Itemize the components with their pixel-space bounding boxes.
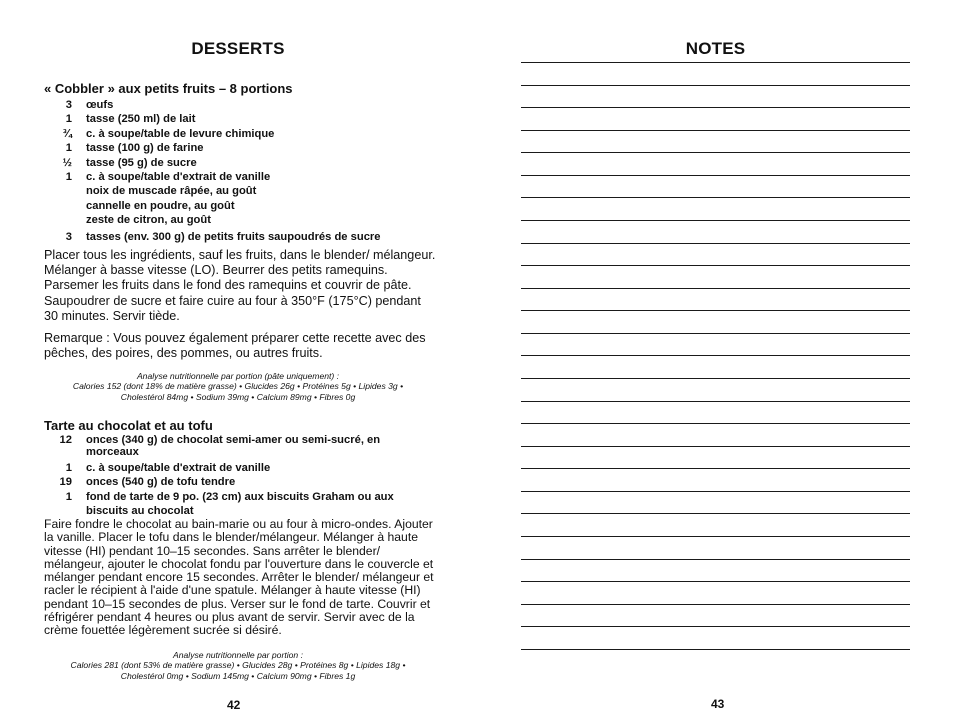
ingredient-qty xyxy=(44,199,72,213)
ingredient-qty: 1 xyxy=(65,490,72,503)
note-line xyxy=(521,288,910,289)
ingredient-row xyxy=(44,127,436,141)
recipe-instructions-cobbler: Placer tous les ingrédients, sauf les fruits, dans le blender/ mélangeur. Mélanger à basse vitesse (LO). Beurrer des petits ramequins. Parsemer les fruits dans le fond des ramequins et couvrir de pâte. Saupoudrer de sucre et faire cuire au four à 350°F (175°C) pendant 30 minutes. Servir tiède. xyxy=(44,248,436,323)
ingredient-list-cobbler xyxy=(44,98,436,244)
ingredient-text: c. à soupe/table d'extrait de vanille xyxy=(86,171,271,184)
note-line xyxy=(521,220,910,221)
ingredient-text: onces (540 g) de tofu tendre xyxy=(86,476,236,489)
ingredient-qty: 1 xyxy=(65,142,72,155)
note-line xyxy=(521,513,910,514)
ingredient-qty xyxy=(44,213,72,227)
ingredient-row xyxy=(44,475,436,489)
ingredient-qty: 1 xyxy=(65,113,72,126)
note-line xyxy=(521,243,910,244)
ingredient-qty xyxy=(44,184,72,198)
nutrition-title-tofu-tart: Analyse nutritionnelle par portion : xyxy=(173,650,303,660)
note-line xyxy=(521,491,910,492)
ingredient-text: tasse (100 g) de farine xyxy=(86,142,204,155)
ingredient-row xyxy=(44,98,436,112)
page-title-notes: NOTES xyxy=(685,39,746,58)
recipe-instructions-tofu-tart: Faire fondre le chocolat au bain-marie ou au four à micro-ondes. Ajouter la vanille. Placer le tofu dans le blender/mélangeur. Mélanger à haute vitesse (HI) pendant 10–15 secondes. Sans arrêter le blender/ mélangeur, ajouter le chocolat fondu par l'ouverture dans le couvercle et mélanger pendant encore 15 secondes. Arrêter le blender/ mélangeur et racler le récipient à l'aide d'une spatule. Mélanger à haute vitesse (HI) pendant 10–15 secondes de plus. Verser sur le fond de tarte. Couvrir et réfrigérer pendant 4 heures ou plus avant de servir. Servir avec de la crème fouettée légèrement sucrée si désiré. xyxy=(44,517,434,638)
ingredient-qty: 12 xyxy=(59,434,72,446)
ingredient-qty: ½ xyxy=(62,156,72,169)
ingredient-row xyxy=(44,184,436,198)
ingredient-row xyxy=(44,461,436,475)
nutrition-line-tofu-tart-2: Cholestérol 0mg • Sodium 145mg • Calcium 90mg • Fibres 1g xyxy=(120,671,356,681)
ingredient-qty: ¾ xyxy=(62,127,72,140)
note-line xyxy=(521,536,910,537)
ingredient-qty: 19 xyxy=(59,476,72,489)
nutrition-line-tofu-tart-1: Calories 281 (dont 53% de matière grasse) • Glucides 28g • Protéines 8g • Lipides 18g • xyxy=(70,660,406,670)
note-line xyxy=(521,175,910,176)
ingredient-text: tasses (env. 300 g) de petits fruits saupoudrés de sucre xyxy=(86,230,381,243)
note-line xyxy=(521,130,910,131)
ingredient-qty: 3 xyxy=(65,99,72,111)
note-line xyxy=(521,401,910,402)
note-line xyxy=(521,604,910,605)
note-line xyxy=(521,468,910,469)
note-line xyxy=(521,107,910,108)
ingredient-row xyxy=(44,141,436,155)
recipe-title-cobbler: « Cobbler » aux petits fruits – 8 portions xyxy=(44,81,293,96)
note-line xyxy=(521,446,910,447)
note-line xyxy=(521,333,910,334)
ingredient-row xyxy=(44,435,436,458)
recipe-title-tofu-tart: Tarte au chocolat et au tofu xyxy=(44,418,213,433)
ingredient-row xyxy=(44,199,436,213)
note-line xyxy=(521,355,910,356)
ingredient-text: cannelle en poudre, au goût xyxy=(86,199,235,212)
nutrition-line-cobbler-2: Cholestérol 84mg • Sodium 39mg • Calcium 89mg • Fibres 0g xyxy=(120,392,356,402)
page-number-right: 43 xyxy=(711,697,725,711)
note-line xyxy=(521,559,910,560)
ingredient-text: zeste de citron, au goût xyxy=(86,214,211,227)
nutrition-line-cobbler-1: Calories 152 (dont 18% de matière grasse) • Glucides 26g • Protéines 5g • Lipides 3g • xyxy=(72,381,404,391)
notes-lines xyxy=(521,0,910,726)
note-line xyxy=(521,310,910,311)
ingredient-qty: 1 xyxy=(65,171,72,184)
ingredient-text: œufs xyxy=(86,99,114,111)
ingredient-text: fond de tarte de 9 po. (23 cm) aux biscuits Graham ou aux biscuits au chocolat xyxy=(86,490,394,518)
note-line xyxy=(521,423,910,424)
note-line xyxy=(521,85,910,86)
note-line xyxy=(521,581,910,582)
ingredient-row xyxy=(44,213,436,227)
note-line xyxy=(521,197,910,198)
ingredient-row xyxy=(44,490,436,519)
ingredient-text: noix de muscade râpée, au goût xyxy=(86,185,257,198)
ingredient-text: c. à soupe/table d'extrait de vanille xyxy=(86,462,271,474)
ingredient-row xyxy=(44,112,436,126)
page-title-desserts: DESSERTS xyxy=(191,39,285,58)
note-line xyxy=(521,378,910,379)
ingredient-text: c. à soupe/table de levure chimique xyxy=(86,127,275,140)
recipe-remark: Remarque : Vous pouvez également préparer cette recette avec des pêches, des poires, des pommes, ou autres fruits. xyxy=(44,331,426,361)
note-line xyxy=(521,152,910,153)
ingredient-text: tasse (95 g) de sucre xyxy=(86,156,197,169)
page-number-left: 42 xyxy=(227,698,241,712)
ingredient-row xyxy=(44,170,436,184)
ingredient-qty: 1 xyxy=(65,462,72,474)
ingredient-text: tasse (250 ml) de lait xyxy=(86,113,196,126)
note-line xyxy=(521,649,910,650)
ingredient-row xyxy=(44,156,436,170)
note-line xyxy=(521,62,910,63)
ingredient-row xyxy=(44,230,436,244)
ingredient-text: onces (340 g) de chocolat semi-amer ou semi-sucré, en morceaux xyxy=(86,434,381,458)
nutrition-title-cobbler: Analyse nutritionnelle par portion (pâte uniquement) : xyxy=(136,371,340,381)
ingredient-qty: 3 xyxy=(65,230,72,243)
ingredient-list-tofu-tart xyxy=(44,435,436,519)
note-line xyxy=(521,626,910,627)
note-line xyxy=(521,265,910,266)
